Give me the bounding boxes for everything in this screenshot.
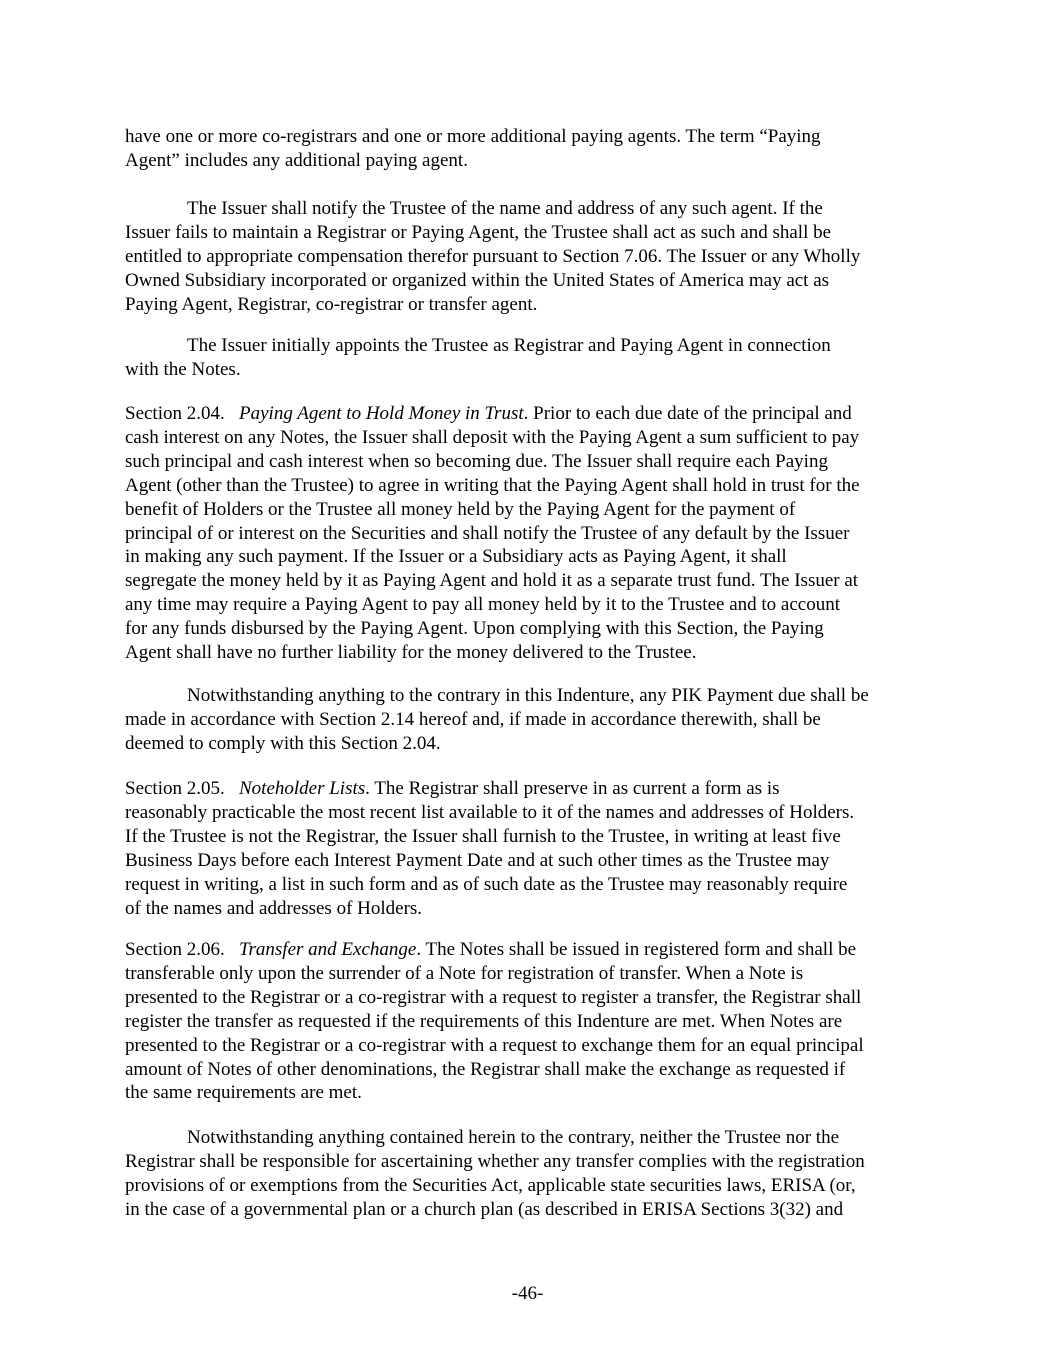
section-2-04 — [125, 402, 937, 665]
text-line: request in writing, a list in such form and as of such date as the Trustee may reasonably require — [125, 873, 848, 895]
text-line: have one or more co-registrars and one or more additional paying agents. The term “Paying — [125, 126, 821, 147]
section-title: Noteholder Lists — [239, 778, 366, 799]
paragraph-pik-payment — [125, 684, 937, 756]
section-title: Transfer and Exchange — [239, 939, 417, 960]
section-2-06 — [125, 938, 937, 1105]
section-number: Section 2.04. — [125, 403, 225, 424]
text-line: Registrar shall be responsible for ascertaining whether any transfer complies with the registration — [125, 1150, 865, 1172]
paragraph-initial-appointment — [125, 334, 937, 382]
text-line: Agent shall have no further liability for the money delivered to the Trustee. — [125, 642, 697, 664]
text-line: presented to the Registrar or a co-registrar with a request to register a transfer, the Registrar shall — [125, 986, 862, 1008]
section-number: Section 2.05. — [125, 778, 225, 799]
text-line: in making any such payment. If the Issuer or a Subsidiary acts as Paying Agent, it shall — [125, 546, 787, 568]
text-fragment: . The Notes shall be issued in registered form and shall be — [416, 939, 857, 960]
text-line: the same requirements are met. — [125, 1082, 362, 1104]
text-line: such principal and cash interest when so becoming due. The Issuer shall require each Paying — [125, 450, 828, 472]
text-line: provisions of or exemptions from the Securities Act, applicable state securities laws, ERISA (or, — [125, 1174, 856, 1196]
text-line: The Issuer initially appoints the Trustee as Registrar and Paying Agent in connection — [187, 335, 831, 356]
page-number: -46- — [511, 1283, 544, 1304]
text-line: deemed to comply with this Section 2.04. — [125, 732, 441, 754]
section-heading-line — [125, 777, 937, 801]
text-line: made in accordance with Section 2.14 hereof and, if made in accordance therewith, shall be — [125, 708, 821, 730]
text-line: presented to the Registrar or a co-registrar with a request to exchange them for an equal principal — [125, 1034, 864, 1056]
text-line: amount of Notes of other denominations, the Registrar shall make the exchange as requested if — [125, 1058, 846, 1080]
text-line: register the transfer as requested if the requirements of this Indenture are met. When Notes are — [125, 1010, 843, 1032]
text-line: cash interest on any Notes, the Issuer shall deposit with the Paying Agent a sum sufficient to pay — [125, 426, 860, 448]
text-line: Paying Agent, Registrar, co-registrar or transfer agent. — [125, 293, 538, 315]
text-line: of the names and addresses of Holders. — [125, 897, 423, 919]
text-line: reasonably practicable the most recent list available to it of the names and addresses of Holders. — [125, 801, 855, 823]
section-2-05 — [125, 777, 937, 920]
text-line: any time may require a Paying Agent to pay all money held by it to the Trustee and to account — [125, 594, 840, 616]
text-line: The Issuer shall notify the Trustee of the name and address of any such agent. If the — [187, 198, 823, 219]
text-line: Agent” includes any additional paying agent. — [125, 149, 468, 171]
text-fragment: . The Registrar shall preserve in as current a form as is — [365, 778, 780, 799]
paragraph-transfer-compliance — [125, 1126, 937, 1222]
text-line: Notwithstanding anything to the contrary in this Indenture, any PIK Payment due shall be — [187, 685, 869, 706]
text-line: with the Notes. — [125, 358, 241, 380]
text-line: Issuer fails to maintain a Registrar or Paying Agent, the Trustee shall act as such and shall be — [125, 221, 832, 243]
text-line: If the Trustee is not the Registrar, the Issuer shall furnish to the Trustee, in writing at least five — [125, 825, 841, 847]
section-heading-line — [125, 402, 937, 426]
text-line: Owned Subsidiary incorporated or organized within the United States of America may act as — [125, 269, 830, 291]
text-fragment: . Prior to each due date of the principal and — [523, 403, 852, 424]
text-line: Agent (other than the Trustee) to agree in writing that the Paying Agent shall hold in trust for the — [125, 474, 860, 496]
section-title: Paying Agent to Hold Money in Trust — [239, 403, 524, 424]
text-line: benefit of Holders or the Trustee all money held by the Paying Agent for the payment of — [125, 498, 796, 520]
text-line: for any funds disbursed by the Paying Agent. Upon complying with this Section, the Paying — [125, 618, 824, 640]
text-line: principal of or interest on the Securities and shall notify the Trustee of any default by the Issuer — [125, 522, 850, 544]
section-number: Section 2.06. — [125, 939, 225, 960]
text-line: transferable only upon the surrender of a Note for registration of transfer. When a Note is — [125, 962, 804, 984]
section-heading-line — [125, 938, 937, 962]
text-line: in the case of a governmental plan or a church plan (as described in ERISA Sections 3(32) and — [125, 1198, 844, 1220]
paragraph-notify-trustee — [125, 197, 937, 317]
text-line: segregate the money held by it as Paying Agent and hold it as a separate trust fund. The Issuer at — [125, 570, 859, 592]
text-line: entitled to appropriate compensation therefor pursuant to Section 7.06. The Issuer or any Wholly — [125, 245, 861, 267]
text-line: Notwithstanding anything contained herein to the contrary, neither the Trustee nor the — [187, 1127, 840, 1148]
text-line: Business Days before each Interest Payment Date and at such other times as the Trustee may — [125, 849, 830, 871]
paragraph-paying-agents — [125, 125, 937, 173]
